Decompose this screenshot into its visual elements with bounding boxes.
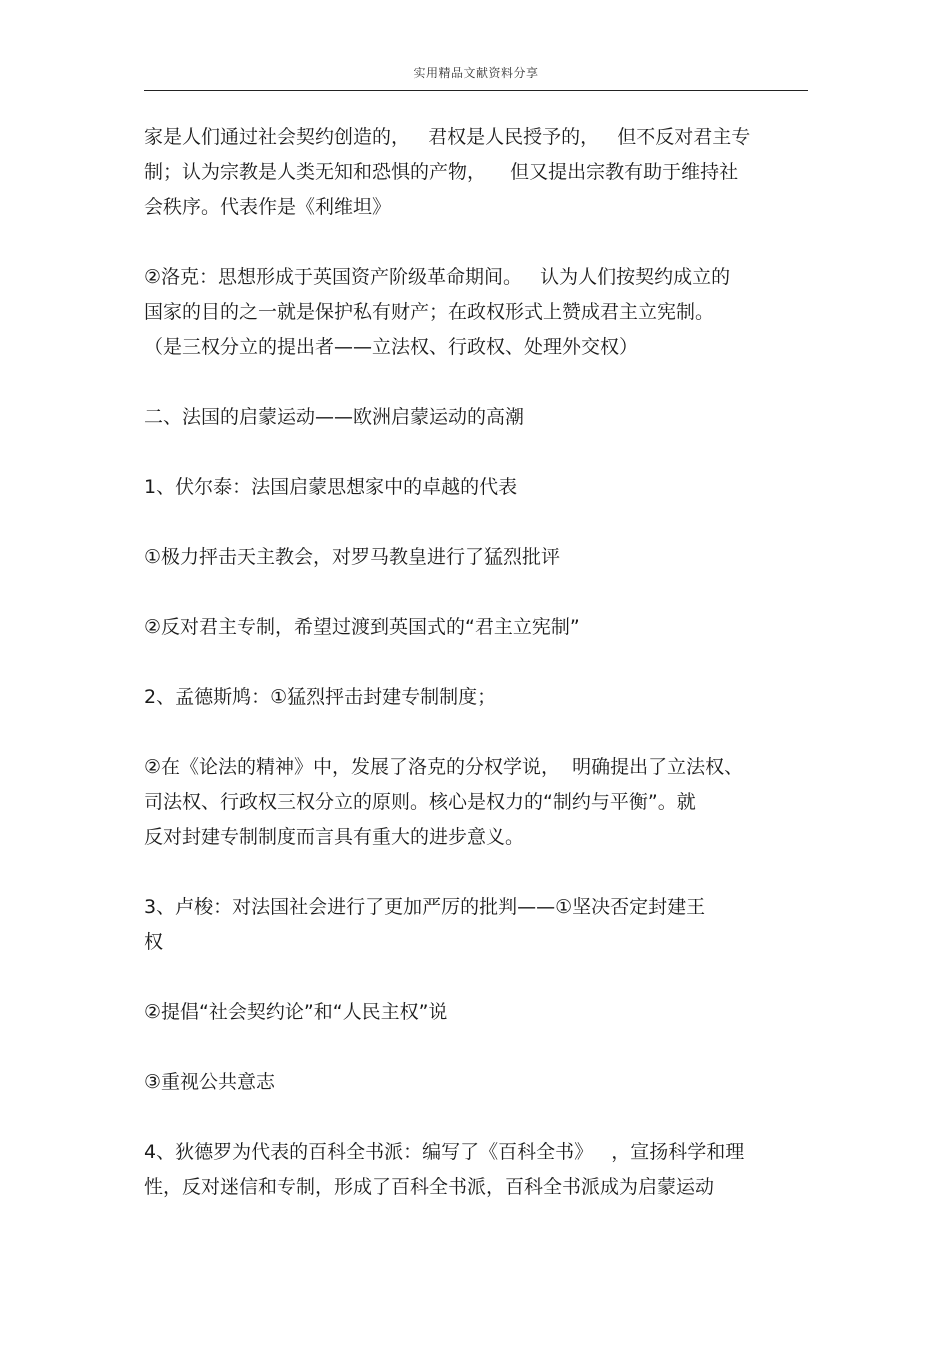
paragraph xyxy=(144,750,808,855)
text-line: ②在《论法的精神》中，发展了洛克的分权学说， 明确提出了立法权、 xyxy=(144,756,744,778)
text-line: 3、卢梭：对法国社会进行了更加严厉的批判——①坚决否定封建王 xyxy=(144,896,706,918)
paragraph xyxy=(144,400,808,435)
paragraph xyxy=(144,470,808,505)
document-body xyxy=(144,120,808,1240)
text-line: 司法权、行政权三权分立的原则。核心是权力的“制约与平衡”。就 xyxy=(144,791,696,813)
text-line: ①极力抨击天主教会，对罗马教皇进行了猛烈批评 xyxy=(144,546,561,568)
paragraph xyxy=(144,995,808,1030)
text-line: 二、法国的启蒙运动——欧洲启蒙运动的高潮 xyxy=(144,406,525,428)
text-line: 制；认为宗教是人类无知和恐惧的产物， 但又提出宗教有助于维持社 xyxy=(144,161,739,183)
paragraph xyxy=(144,120,808,225)
page-header: 实用精品文献资料分享 xyxy=(413,66,539,80)
text-line: 国家的目的之一就是保护私有财产；在政权形式上赞成君主立宪制。 xyxy=(144,301,715,323)
text-line: ③重视公共意志 xyxy=(144,1071,276,1093)
text-line: 1、伏尔泰：法国启蒙思想家中的卓越的代表 xyxy=(144,476,518,498)
text-line: 权 xyxy=(144,931,164,953)
paragraph xyxy=(144,540,808,575)
paragraph xyxy=(144,610,808,645)
paragraph xyxy=(144,890,808,960)
paragraph xyxy=(144,1065,808,1100)
text-line: 性，反对迷信和专制，形成了百科全书派，百科全书派成为启蒙运动 xyxy=(144,1176,715,1198)
header-divider xyxy=(144,90,808,91)
paragraph xyxy=(144,260,808,365)
text-line: ②反对君主专制，希望过渡到英国式的“君主立宪制” xyxy=(144,616,580,638)
text-line: 反对封建专制制度而言具有重大的进步意义。 xyxy=(144,826,525,848)
paragraph xyxy=(144,680,808,715)
text-line: （是三权分立的提出者——立法权、行政权、处理外交权） xyxy=(144,336,639,358)
text-line: ②洛克：思想形成于英国资产阶级革命期间。 认为人们按契约成立的 xyxy=(144,266,731,288)
text-line: 家是人们通过社会契约创造的， 君权是人民授予的， 但不反对君主专 xyxy=(144,126,751,148)
paragraph xyxy=(144,1135,808,1205)
text-line: ②提倡“社会契约论”和“人民主权”说 xyxy=(144,1001,448,1023)
text-line: 4、狄德罗为代表的百科全书派：编写了《百科全书》 ，宣扬科学和理 xyxy=(144,1141,745,1163)
text-line: 会秩序。代表作是《利维坦》 xyxy=(144,196,392,218)
text-line: 2、孟德斯鸠：①猛烈抨击封建专制制度； xyxy=(144,686,497,708)
